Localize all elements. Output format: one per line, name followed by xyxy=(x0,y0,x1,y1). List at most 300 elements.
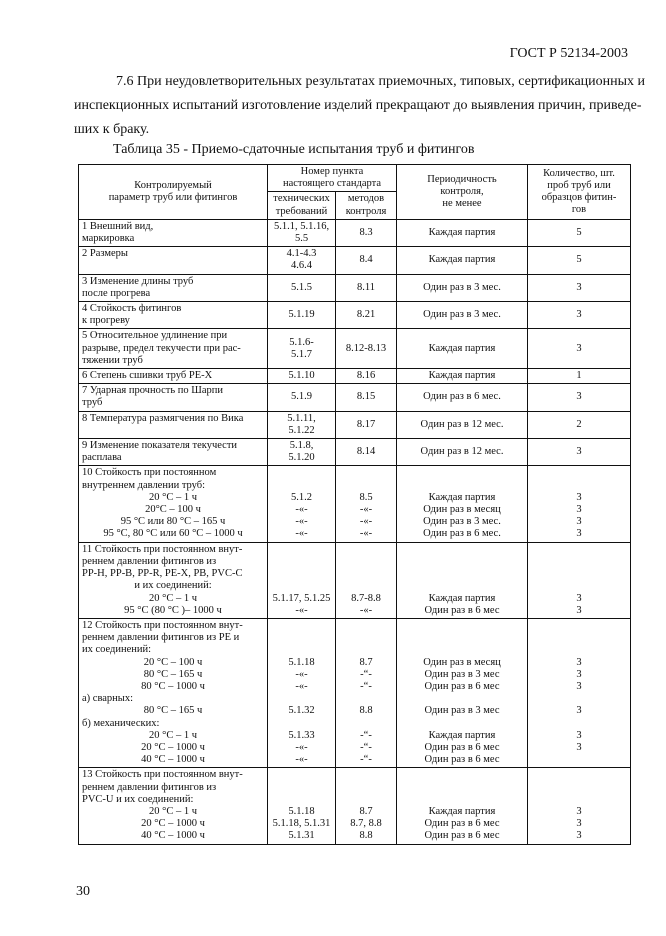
param-cell xyxy=(79,542,268,618)
cell-line xyxy=(339,467,393,479)
cell-line: -«- xyxy=(295,741,308,753)
cell-line: и их соединений: xyxy=(134,580,212,592)
cell-line: 20 °С – 1 ч xyxy=(149,592,197,604)
cell-line: б) механических: xyxy=(82,717,160,729)
cell-line: маркировка xyxy=(82,233,135,245)
method-clause-cell xyxy=(336,274,397,301)
cell-line: 8.7 xyxy=(359,656,373,668)
cell-line: реннем давлении фитингов из xyxy=(82,781,217,793)
cell-line: 95 °С или 80 °С – 165 ч xyxy=(120,516,226,528)
cell-line: 20 °С – 1 ч xyxy=(149,491,197,503)
quantity-cell xyxy=(528,369,631,384)
param-cell xyxy=(79,618,268,767)
period-cell xyxy=(397,768,528,844)
cell-line: 5.1.2 xyxy=(291,491,312,503)
table-row xyxy=(79,768,631,844)
cell-line: 20 °С – 1 ч xyxy=(149,805,197,817)
cell-line: 20 °С – 1000 ч xyxy=(141,741,205,753)
cell-line xyxy=(339,544,393,556)
cell-line: 3 xyxy=(576,528,582,540)
cell-line xyxy=(271,580,332,592)
cell-line: Один раз в 6 мес xyxy=(424,604,500,616)
cell-line: труб xyxy=(82,397,103,409)
cell-line: 8.8 xyxy=(359,830,373,842)
cell-line xyxy=(339,556,393,568)
cell-line: 5.1.19 xyxy=(288,309,315,321)
method-clause-cell xyxy=(336,384,397,411)
cell-line: 4.6.4 xyxy=(291,260,312,272)
cell-line: -“- xyxy=(360,668,372,680)
cell-line: 3 Изменение длины труб xyxy=(82,275,194,287)
cell-line: разрыве, предел текучести при рас- xyxy=(82,342,241,354)
cell-line xyxy=(271,794,332,806)
cell-line xyxy=(531,568,627,580)
cell-line: 5.1.17, 5.1.25 xyxy=(272,592,331,604)
cell-line: 5.1.20 xyxy=(288,452,315,464)
table-row xyxy=(79,247,631,274)
method-clause-cell xyxy=(336,302,397,329)
cell-line: 5.1.22 xyxy=(288,424,315,436)
cell-line: 20 °С – 1 ч xyxy=(149,729,197,741)
cell-line: Каждая партия xyxy=(428,592,496,604)
method-clause-cell xyxy=(336,768,397,844)
paragraph-line: 7.6 При неудовлетворительных результатах приемочных, типовых, сертификационных и xyxy=(116,74,646,89)
cell-line xyxy=(400,693,524,705)
cell-line: Один раз в 3 мес xyxy=(424,705,500,717)
table-body xyxy=(79,219,631,844)
cell-line xyxy=(271,620,332,632)
cell-line xyxy=(400,480,524,492)
cell-line: 5.1.5 xyxy=(291,281,312,293)
cell-line: 10 Стойкость при постоянном xyxy=(82,467,217,479)
cell-line: 3 xyxy=(576,729,582,741)
cell-line: тяжении труб xyxy=(82,354,143,366)
cell-line: 5.1.31 xyxy=(288,830,315,842)
cell-line: 5 xyxy=(576,254,582,266)
period-cell xyxy=(397,542,528,618)
period-cell xyxy=(397,247,528,274)
cell-line: 40 °С – 1000 ч xyxy=(141,754,205,766)
cell-line: 3 xyxy=(576,309,582,321)
cell-line: 3 xyxy=(576,830,582,842)
cell-line xyxy=(339,769,393,781)
cell-line: Один раз в 6 мес. xyxy=(423,391,501,403)
cell-line xyxy=(531,480,627,492)
cell-line: 2 Размеры xyxy=(82,248,128,260)
param-cell xyxy=(79,219,268,246)
cell-line xyxy=(271,632,332,644)
cell-line xyxy=(531,718,627,730)
cell-line: 20 °С – 100 ч xyxy=(143,656,203,668)
cell-line: Каждая партия xyxy=(428,491,496,503)
method-clause-cell xyxy=(336,219,397,246)
quantity-cell xyxy=(528,411,631,438)
paragraph-line: инспекционных испытаний изготовление изделий прекращают до выявления причин, приведе- xyxy=(74,98,642,113)
quantity-cell xyxy=(528,466,631,542)
cell-line xyxy=(400,620,524,632)
cell-line: Один раз в 6 мес. xyxy=(423,528,501,540)
quantity-cell xyxy=(528,384,631,411)
header-qty: Количество, шт. проб труб или образцов фитин- гов xyxy=(528,165,631,220)
method-clause-cell xyxy=(336,618,397,767)
cell-line: 5.1.1, 5.1.16, xyxy=(273,220,330,232)
cell-line xyxy=(400,467,524,479)
cell-line: Каждая партия xyxy=(428,805,496,817)
cell-line: 3 xyxy=(576,604,582,616)
method-clause-cell xyxy=(336,439,397,466)
cell-line: Один раз в 3 мес. xyxy=(423,516,501,528)
cell-line: 5.1.6- xyxy=(289,336,314,348)
cell-line: 8.17 xyxy=(356,418,376,430)
quantity-cell xyxy=(528,274,631,301)
table-row xyxy=(79,439,631,466)
cell-line: 3 xyxy=(576,818,582,830)
cell-line: -«- xyxy=(295,516,308,528)
cell-line: 8.5 xyxy=(359,491,373,503)
cell-line: реннем давлении фитингов из xyxy=(82,555,217,567)
cell-line: 8.3 xyxy=(359,226,373,238)
paragraph-line: ших к браку. xyxy=(74,122,150,137)
cell-line: -“- xyxy=(360,754,372,766)
cell-line: 4 Стойкость фитингов xyxy=(82,303,182,315)
cell-line: 5.1.18 xyxy=(288,805,315,817)
cell-line: 40 °С – 1000 ч xyxy=(141,830,205,842)
cell-line: Один раз в 3 мес. xyxy=(423,309,501,321)
cell-line: -«- xyxy=(359,504,373,516)
cell-line: Один раз в 6 мес xyxy=(424,754,500,766)
param-cell xyxy=(79,411,268,438)
cell-line xyxy=(531,556,627,568)
cell-line: а) сварных: xyxy=(82,693,134,705)
cell-line: 5.1.33 xyxy=(288,729,315,741)
period-cell xyxy=(397,369,528,384)
cell-line: 5 Относительное удлинение при xyxy=(82,330,228,342)
cell-line: 4.1-4.3 xyxy=(286,248,317,260)
cell-line xyxy=(531,620,627,632)
cell-line xyxy=(531,794,627,806)
quantity-cell xyxy=(528,302,631,329)
cell-line xyxy=(400,782,524,794)
period-cell xyxy=(397,411,528,438)
cell-line: PP-H, PP-B, PP-R, PE-X, PB, PVC-C xyxy=(82,568,243,580)
cell-line xyxy=(339,718,393,730)
cell-line xyxy=(271,693,332,705)
cell-line: Один раз в 3 мес. xyxy=(423,281,501,293)
method-clause-cell xyxy=(336,466,397,542)
document-header: ГОСТ Р 52134-2003 xyxy=(509,46,628,61)
cell-line: Один раз в 6 мес xyxy=(424,680,500,692)
cell-line: 8.14 xyxy=(356,446,376,458)
tech-clause-cell xyxy=(268,247,336,274)
cell-line: PVC-U и их соединений: xyxy=(82,793,194,805)
param-cell xyxy=(79,274,268,301)
cell-line: Один раз в 6 мес xyxy=(424,741,500,753)
cell-line: 5.1.10 xyxy=(288,370,315,382)
method-clause-cell xyxy=(336,542,397,618)
table-row xyxy=(79,274,631,301)
cell-line: -“- xyxy=(360,729,372,741)
table-row xyxy=(79,384,631,411)
cell-line: их соединений: xyxy=(82,644,152,656)
cell-line: 8.7 xyxy=(359,805,373,817)
cell-line: 3 xyxy=(576,805,582,817)
tech-clause-cell xyxy=(268,329,336,369)
tech-clause-cell xyxy=(268,369,336,384)
tech-clause-cell xyxy=(268,618,336,767)
cell-line xyxy=(400,644,524,656)
cell-line: 8.7-8.8 xyxy=(351,592,381,604)
cell-line: 3 xyxy=(576,281,582,293)
cell-line: после прогрева xyxy=(82,287,151,299)
cell-line: 8.7, 8.8 xyxy=(350,818,382,830)
cell-line: внутреннем давлении труб: xyxy=(82,479,206,491)
cell-line xyxy=(400,544,524,556)
period-cell xyxy=(397,302,528,329)
tech-clause-cell xyxy=(268,542,336,618)
cell-line xyxy=(339,693,393,705)
tech-clause-cell xyxy=(268,274,336,301)
cell-line: 95 °С, 80 °С или 60 °С – 1000 ч xyxy=(103,528,243,540)
cell-line: -«- xyxy=(359,604,373,616)
param-cell xyxy=(79,768,268,844)
cell-line xyxy=(339,794,393,806)
table-row xyxy=(79,542,631,618)
period-cell xyxy=(397,219,528,246)
cell-line: Каждая партия xyxy=(428,370,496,382)
period-cell xyxy=(397,384,528,411)
cell-line: Каждая партия xyxy=(428,729,496,741)
cell-line: 3 xyxy=(576,516,582,528)
cell-line xyxy=(271,467,332,479)
cell-line: 20°С – 100 ч xyxy=(145,504,201,516)
cell-line: 3 xyxy=(576,680,582,692)
quantity-cell xyxy=(528,542,631,618)
cell-line: Один раз в месяц xyxy=(423,504,501,516)
cell-line: 5.1.18 xyxy=(288,656,315,668)
cell-line: Один раз в 6 мес xyxy=(424,818,500,830)
cell-line: реннем давлении фитингов из PE и xyxy=(82,632,240,644)
cell-line: Один раз в 3 мес xyxy=(424,668,500,680)
param-cell xyxy=(79,384,268,411)
cell-line: -«- xyxy=(295,604,308,616)
cell-line xyxy=(400,794,524,806)
cell-line: расплава xyxy=(82,452,122,464)
cell-line: 95 °С (80 °С )– 1000 ч xyxy=(124,604,222,616)
cell-line: 3 xyxy=(576,504,582,516)
cell-line: 20 °С – 1000 ч xyxy=(141,818,205,830)
cell-line: 5.1.8, xyxy=(289,440,314,452)
cell-line xyxy=(400,769,524,781)
cell-line xyxy=(400,580,524,592)
period-cell xyxy=(397,466,528,542)
cell-line: -«- xyxy=(359,516,373,528)
cell-line: 5.1.32 xyxy=(288,705,315,717)
cell-line xyxy=(271,556,332,568)
tech-clause-cell xyxy=(268,302,336,329)
cell-line xyxy=(531,544,627,556)
cell-line xyxy=(271,544,332,556)
table-row xyxy=(79,411,631,438)
quantity-cell xyxy=(528,768,631,844)
table-row xyxy=(79,329,631,369)
cell-line: 3 xyxy=(576,656,582,668)
table-row xyxy=(79,618,631,767)
param-cell xyxy=(79,329,268,369)
cell-line: -«- xyxy=(295,504,308,516)
cell-line: 13 Стойкость при постоянном внут- xyxy=(82,769,243,781)
tech-clause-cell xyxy=(268,384,336,411)
cell-line xyxy=(531,782,627,794)
cell-line: 9 Изменение показателя текучести xyxy=(82,440,238,452)
cell-line: 3 xyxy=(576,741,582,753)
period-cell xyxy=(397,439,528,466)
cell-line: 11 Стойкость при постоянном внут- xyxy=(82,543,243,555)
cell-line: -«- xyxy=(295,528,308,540)
cell-line xyxy=(400,556,524,568)
cell-line xyxy=(339,568,393,580)
param-cell xyxy=(79,302,268,329)
cell-line: 8.8 xyxy=(359,705,373,717)
header-tech: технических требований xyxy=(268,192,336,219)
cell-line: 5 xyxy=(576,226,582,238)
cell-line: Один раз в 6 мес xyxy=(424,830,500,842)
table-row xyxy=(79,369,631,384)
param-cell xyxy=(79,369,268,384)
clause-7-6-paragraph xyxy=(74,70,646,142)
cell-line xyxy=(400,632,524,644)
cell-line: 8.16 xyxy=(356,370,376,382)
tech-clause-cell xyxy=(268,439,336,466)
cell-line xyxy=(531,754,627,766)
param-cell xyxy=(79,466,268,542)
cell-line xyxy=(339,644,393,656)
period-cell xyxy=(397,274,528,301)
method-clause-cell xyxy=(336,411,397,438)
cell-line: 80 °С – 1000 ч xyxy=(141,680,205,692)
cell-line: к прогреву xyxy=(82,315,130,327)
param-cell xyxy=(79,439,268,466)
cell-line: 1 xyxy=(576,370,582,382)
cell-line: Каждая партия xyxy=(428,342,496,354)
cell-line: 5.1.11, xyxy=(287,412,316,424)
cell-line xyxy=(271,782,332,794)
cell-line: 3 xyxy=(576,668,582,680)
table-caption: Таблица 35 - Приемо-сдаточные испытания труб и фитингов xyxy=(113,142,475,157)
cell-line: 80 °С – 165 ч xyxy=(143,705,203,717)
method-clause-cell xyxy=(336,369,397,384)
cell-line xyxy=(271,769,332,781)
cell-line: -«- xyxy=(295,680,308,692)
cell-line: 6 Степень сшивки труб PE-X xyxy=(82,370,213,382)
cell-line: -«- xyxy=(359,528,373,540)
header-period: Периодичность контроля, не менее xyxy=(397,165,528,220)
tech-clause-cell xyxy=(268,768,336,844)
table-row xyxy=(79,302,631,329)
cell-line: 8 Температура размягчения по Вика xyxy=(82,412,244,424)
method-clause-cell xyxy=(336,329,397,369)
cell-line xyxy=(531,644,627,656)
cell-line: 8.21 xyxy=(356,309,376,321)
cell-line: 7 Ударная прочность по Шарпи xyxy=(82,385,223,397)
cell-line: 8.12-8.13 xyxy=(345,342,387,354)
cell-line: Один раз в 12 мес. xyxy=(420,446,504,458)
cell-line xyxy=(339,480,393,492)
cell-line xyxy=(531,632,627,644)
cell-line xyxy=(400,568,524,580)
cell-line xyxy=(271,568,332,580)
header-param: Контролируемый параметр труб или фитингов xyxy=(79,165,268,220)
cell-line xyxy=(531,769,627,781)
cell-line xyxy=(271,480,332,492)
cell-line: -«- xyxy=(295,668,308,680)
cell-line: -“- xyxy=(360,741,372,753)
param-cell xyxy=(79,247,268,274)
cell-line xyxy=(531,467,627,479)
cell-line: 3 xyxy=(576,391,582,403)
header-method: методов контроля xyxy=(336,192,397,219)
cell-line xyxy=(531,693,627,705)
quantity-cell xyxy=(528,618,631,767)
cell-line: Каждая партия xyxy=(428,254,496,266)
header-clause-group: Номер пункта настоящего стандарта xyxy=(268,165,397,192)
cell-line: 12 Стойкость при постоянном внут- xyxy=(82,619,243,631)
cell-line: 8.11 xyxy=(357,281,375,293)
page-number: 30 xyxy=(76,884,90,899)
cell-line: 1 Внешний вид, xyxy=(82,220,154,232)
cell-line xyxy=(531,580,627,592)
cell-line: -«- xyxy=(295,754,308,766)
tech-clause-cell xyxy=(268,411,336,438)
cell-line xyxy=(271,644,332,656)
quantity-cell xyxy=(528,247,631,274)
cell-line: 8.4 xyxy=(359,254,373,266)
tests-table xyxy=(78,164,631,845)
cell-line: 3 xyxy=(576,342,582,354)
cell-line: 80 °С – 165 ч xyxy=(143,668,203,680)
cell-line: 5.1.18, 5.1.31 xyxy=(272,818,331,830)
cell-line xyxy=(339,632,393,644)
cell-line: 5.1.9 xyxy=(291,391,312,403)
cell-line xyxy=(271,718,332,730)
method-clause-cell xyxy=(336,247,397,274)
cell-line xyxy=(400,718,524,730)
cell-line: Каждая партия xyxy=(428,226,496,238)
cell-line: 3 xyxy=(576,491,582,503)
cell-line: Один раз в месяц xyxy=(423,656,501,668)
cell-line xyxy=(339,620,393,632)
period-cell xyxy=(397,329,528,369)
cell-line: 3 xyxy=(576,446,582,458)
table-row xyxy=(79,219,631,246)
quantity-cell xyxy=(528,329,631,369)
tech-clause-cell xyxy=(268,466,336,542)
cell-line xyxy=(339,782,393,794)
cell-line: 3 xyxy=(576,705,582,717)
cell-line: 3 xyxy=(576,592,582,604)
quantity-cell xyxy=(528,439,631,466)
cell-line: 8.15 xyxy=(356,391,376,403)
cell-line: 5.1.7 xyxy=(291,348,312,360)
cell-line: -“- xyxy=(360,680,372,692)
cell-line: Один раз в 12 мес. xyxy=(420,418,504,430)
cell-line xyxy=(339,580,393,592)
tech-clause-cell xyxy=(268,219,336,246)
period-cell xyxy=(397,618,528,767)
quantity-cell xyxy=(528,219,631,246)
cell-line: 5.5 xyxy=(294,233,309,245)
cell-line: 2 xyxy=(576,418,582,430)
table-row xyxy=(79,466,631,542)
